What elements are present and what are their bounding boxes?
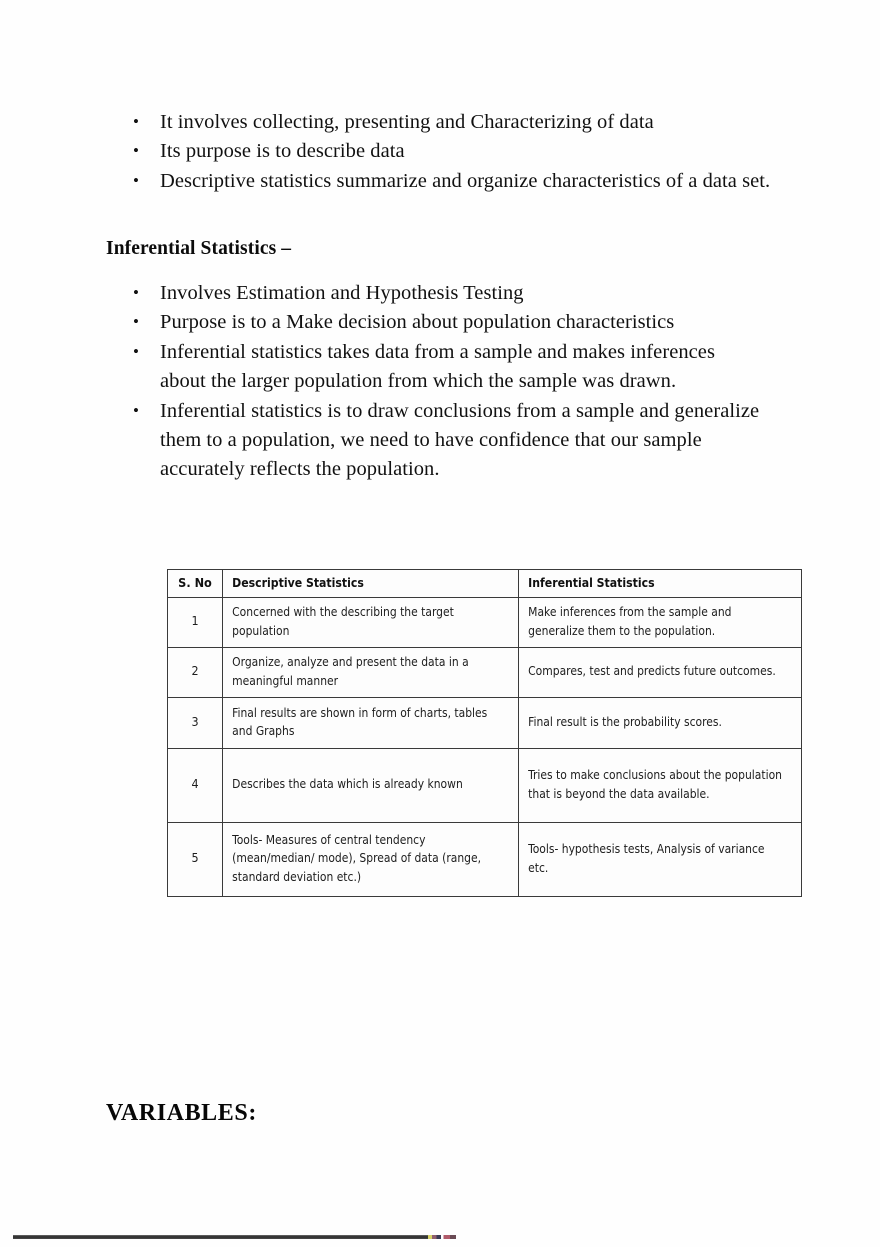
cell-inferential: Tools- hypothesis tests, Analysis of variance etc. <box>519 822 792 896</box>
column-header-inferential: Inferential Statistics <box>519 570 792 598</box>
table-row <box>168 748 802 822</box>
list-item: • It involves collecting, presenting and Characterizing of data <box>133 108 773 137</box>
table-row <box>168 697 802 748</box>
cell-inferential: Make inferences from the sample and generalize them to the population. <box>519 597 792 647</box>
variables-heading: VARIABLES: <box>106 1100 257 1126</box>
column-header-sno: S. No <box>168 570 223 598</box>
cell-inferential: Tries to make conclusions about the population that is beyond the data available. <box>519 748 792 822</box>
cell-descriptive: Organize, analyze and present the data in a meaningful manner <box>223 647 509 697</box>
cell-sno: 1 <box>168 597 223 647</box>
scan-edge-color-artifact <box>428 1235 456 1239</box>
cell-descriptive: Concerned with the describing the target population <box>223 597 509 647</box>
cell-sno: 2 <box>168 647 223 697</box>
cell-sno: 4 <box>168 748 223 822</box>
cell-inferential: Compares, test and predicts future outcomes. <box>519 647 792 697</box>
table-row <box>168 647 802 697</box>
descriptive-vs-inferential-table <box>167 569 802 897</box>
table-header-row <box>168 570 802 598</box>
inferential-statistics-heading: Inferential Statistics – <box>106 238 292 259</box>
scan-edge-artifact <box>13 1235 455 1239</box>
cell-inferential: Final result is the probability scores. <box>519 697 792 748</box>
list-item: • Inferential statistics takes data from a sample and makes inferences about the larger population from which the sample was drawn. <box>133 338 763 397</box>
column-header-descriptive: Descriptive Statistics <box>223 570 509 598</box>
list-item: • Purpose is to a Make decision about population characteristics <box>133 308 763 337</box>
cell-sno: 5 <box>168 822 223 896</box>
table-row <box>168 822 802 896</box>
inferential-statistics-bullet-list <box>133 279 763 485</box>
list-item: • Its purpose is to describe data <box>133 137 773 166</box>
table-row <box>168 597 802 647</box>
list-item: • Inferential statistics is to draw conclusions from a sample and generalize them to a population, we need to have confidence that our sample accurately reflects the population. <box>133 397 763 485</box>
list-item: • Involves Estimation and Hypothesis Testing <box>133 279 763 308</box>
cell-descriptive: Tools- Measures of central tendency (mean/median/ mode), Spread of data (range, standard deviation etc.) <box>223 822 509 896</box>
cell-sno: 3 <box>168 697 223 748</box>
descriptive-statistics-bullet-list <box>133 108 773 196</box>
cell-descriptive: Describes the data which is already known <box>223 748 509 822</box>
cell-descriptive: Final results are shown in form of charts, tables and Graphs <box>223 697 509 748</box>
list-item: • Descriptive statistics summarize and organize characteristics of a data set. <box>133 167 773 196</box>
